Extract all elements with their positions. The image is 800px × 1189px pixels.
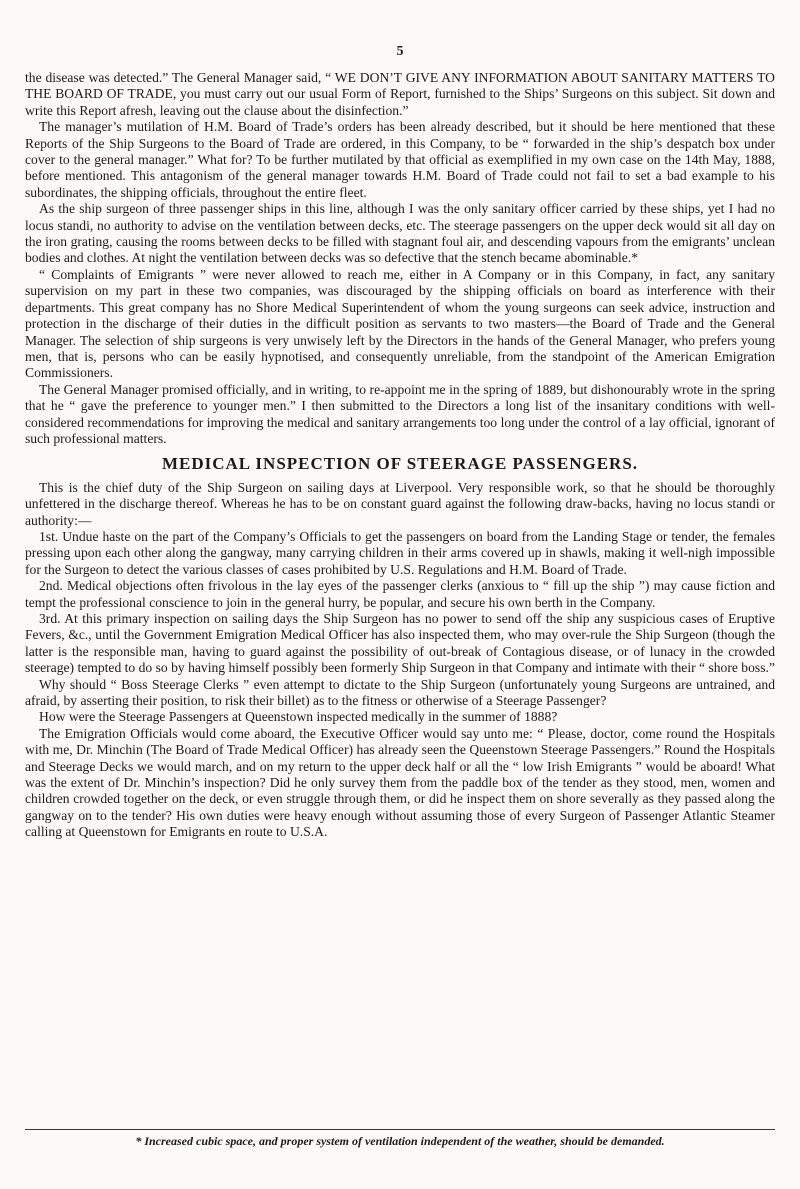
footnote-divider (25, 1129, 775, 1130)
paragraph: This is the chief duty of the Ship Surgeon on sailing days at Liverpool. Very responsible work, so that he should be thoroughly unfettered in the discharge thereof. Whereas he has to be on constant guard against the following draw-backs, having no locus standi or authority:— (25, 479, 775, 528)
section-heading: MEDICAL INSPECTION OF STEERAGE PASSENGERS. (161, 454, 639, 474)
paragraph: “ Complaints of Emigrants ” were never allowed to reach me, either in A Company or in this Company, in fact, any sanitary supervision on my part in these two companies, was discouraged by the shipping officials on board as interference with their departments. This great company has no Shore Medical Superintendent of whom the young surgeons can seek advice, instruction and protection in the discharge of their duties in the difficult position as servants to two masters—the Board of Trade and the General Manager. The selection of ship surgeons is very unwisely left by the Directors in the hands of the General Manager, who prefers young men, that is, persons who can be easily hypnotised, and consequently unreliable, from the standpoint of the American Emigration Commissioners. (25, 266, 775, 381)
paragraph: Why should “ Boss Steerage Clerks ” even attempt to dictate to the Ship Surgeon (unfortunately young Surgeons are untrained, and afraid, by asserting their position, to risk their billet) as to the fitness or otherwise of a Steerage Passenger? (25, 676, 775, 709)
paragraph: The manager’s mutilation of H.M. Board of Trade’s orders has been already described, but it should be here mentioned that these Reports of the Ship Surgeons to the Board of Trade are ordered, in this Company, to be “ forwarded in the ship’s despatch box under cover to the general manager.” What for? To be further mutilated by that official as exemplified in my own case on the 14th May, 1888, before mentioned. This antagonism of the general manager towards H.M. Board of Trade could not fail to set a bad example to his subordinates, the shipping officials, throughout the entire fleet. (25, 119, 775, 200)
page-number: 5 (396, 44, 404, 59)
paragraph: the disease was detected.” The General Manager said, “ WE DON’T GIVE ANY INFORMATION ABOUT SANITARY MATTERS TO THE BOARD OF TRADE, you must carry out our usual Form of Report, furnished to the Ships’ Surgeons on this subject. Sit down and write this Report afresh, leaving out the clause about the disinfection.” (25, 70, 775, 118)
paragraph: How were the Steerage Passengers at Queenstown inspected medically in the summer of 1888? (39, 709, 558, 725)
paragraph: As the ship surgeon of three passenger ships in this line, although I was the only sanitary officer carried by these ships, yet I had no locus standi, no authority to advise on the ventilation between decks, etc. The steerage passengers on the upper deck would sit all day on the iron grating, causing the rooms between decks to be filled with stagnant foul air, and descending vapours from the emigrants’ unclean bodies and clothes. At night the ventilation between decks was so defective that the stench became abominable.* (25, 201, 775, 266)
body-text (25, 70, 775, 841)
paragraph: 3rd. At this primary inspection on sailing days the Ship Surgeon has no power to send off the ship any suspicious cases of Eruptive Fevers, &c., until the Government Emigration Medical Officer has also inspected them, who may over-rule the Ship Surgeon (though the latter is the responsible man, having to guard against the possibility of out-break of Contagious disease, or of lunacy in the crowded steerage) tempted to do so by having himself possibly been formerly Ship Surgeon in that Company and intimate with their “ shore boss.” (25, 611, 775, 676)
paragraph: 1st. Undue haste on the part of the Company’s Officials to get the passengers on board from the Landing Stage or tender, the females pressing upon each other along the gangway, many carrying children in their arms covered up in shawls, making it well-nigh impossible for the Surgeon to detect the various classes of cases prohibited by U.S. Regulations and H.M. Board of Trade. (25, 528, 775, 577)
paragraph: 2nd. Medical objections often frivolous in the lay eyes of the passenger clerks (anxious to “ fill up the ship ”) may cause fiction and tempt the professional conscience to join in the general hurry, be popular, and secure his own berth in the Company. (25, 578, 775, 610)
paragraph: The Emigration Officials would come aboard, the Executive Officer would say unto me: “ Please, doctor, come round the Hospitals with me, Dr. Minchin (The Board of Trade Medical Officer) has already seen the Queenstown Steerage Passengers.” Round the Hospitals and Steerage Decks we would march, and on my return to the upper deck half or all the “ low Irish Emigrants ” would be aboard! What was the extent of Dr. Minchin’s inspection? Did he only survey them from the paddle box of the tender as they stood, men, women and children crowded together on the deck, or even struggle through them, or did he inspect them on shore severally as they passed along the gangway on to the tender? His own duties were heavy enough without assuming those of every Surgeon of Passenger Atlantic Steamer calling at Queenstown for Emigrants en route to U.S.A. (25, 725, 775, 840)
footnote: * Increased cubic space, and proper system of ventilation independent of the weather, should be demanded. (135, 1134, 665, 1148)
paragraph: The General Manager promised officially, and in writing, to re-appoint me in the spring of 1889, but dishonourably wrote in the spring that he “ gave the preference to younger men.” I then submitted to the Directors a long list of the insanitary conditions with well-considered recommendations for improving the medical and sanitary arrangements too long under the control of a lay official, ignorant of such professional matters. (25, 381, 775, 446)
